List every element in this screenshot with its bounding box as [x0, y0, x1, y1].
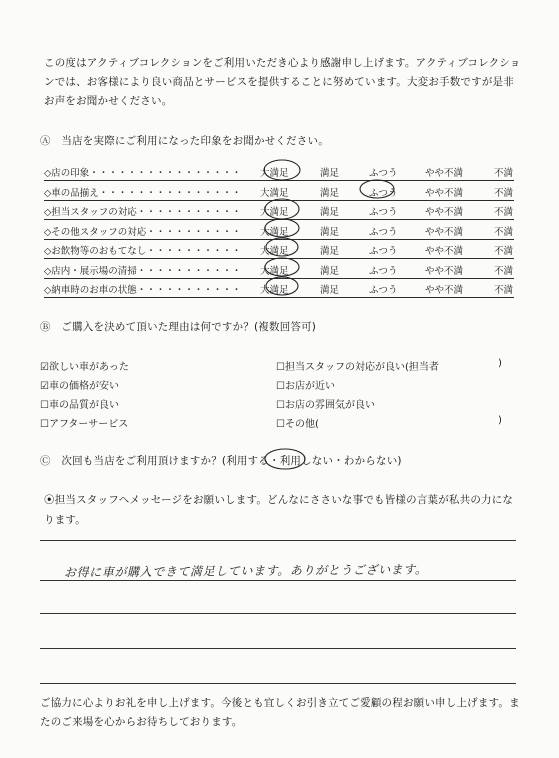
- rating-row: [44, 184, 514, 201]
- rating-option[interactable]: やや不満: [425, 168, 464, 179]
- reason-near[interactable]: ☐お店が近い: [276, 381, 335, 392]
- rating-option[interactable]: ふつう: [369, 168, 398, 179]
- message-line: [40, 683, 516, 684]
- rating-option[interactable]: 大満足: [260, 265, 289, 277]
- rating-option[interactable]: 大満足: [260, 207, 289, 218]
- intro-paragraph: この度はアクティブコレクションをご利用いただき心より感謝申し上げます。アクティブコレクションでは、お客様により良い商品とサービスを提供することに努めています。大変お手数ですが是非お声をお聞かせください。: [44, 57, 521, 107]
- rating-option[interactable]: 不満: [494, 285, 514, 296]
- reason-low-price[interactable]: ☑車の価格が安い: [40, 381, 119, 392]
- reason-staff-close: ): [498, 358, 502, 369]
- rating-option[interactable]: 満足: [320, 285, 340, 296]
- rating-option[interactable]: 大満足: [260, 187, 289, 199]
- section-a-heading: Ⓐ 当店を実際にご利用になった印象をお聞かせください。: [40, 135, 329, 147]
- rating-option[interactable]: 大満足: [260, 285, 289, 296]
- rating-option[interactable]: 大満足: [260, 226, 289, 238]
- reason-want-car[interactable]: ☑欲しい車があった: [40, 362, 129, 373]
- rating-row: [44, 242, 514, 259]
- handwritten-message: お得に車が購入できて満足しています。ありがとうございます。: [63, 562, 428, 580]
- reason-atmosphere[interactable]: ☐お店の雰囲気が良い: [276, 400, 375, 411]
- rating-option[interactable]: 満足: [320, 226, 340, 238]
- message-line: [40, 540, 516, 541]
- rating-row-label: ◇車の品揃え・・・・・・・・・・・・・・・: [44, 187, 242, 199]
- rating-row: [44, 223, 514, 240]
- rating-option[interactable]: 満足: [320, 265, 340, 277]
- rating-row-label: ◇納車時のお車の状態・・・・・・・・・・・: [44, 285, 242, 296]
- rating-option[interactable]: 不満: [494, 265, 514, 277]
- rating-option[interactable]: 満足: [320, 246, 340, 257]
- section-d-prompt: ⦿担当スタッフへメッセージをお願いします。どんなにささいな事でも皆様の言葉が私共の力になります。: [44, 494, 514, 526]
- rating-option[interactable]: 不満: [494, 207, 514, 218]
- rating-option[interactable]: 大満足: [260, 168, 289, 179]
- rating-option[interactable]: ふつう: [369, 285, 398, 296]
- rating-row-label: ◇担当スタッフの対応・・・・・・・・・・・: [44, 207, 242, 218]
- rating-option[interactable]: 満足: [320, 168, 340, 179]
- rating-option[interactable]: やや不満: [425, 187, 464, 199]
- rating-row: [44, 262, 514, 279]
- rating-option[interactable]: ふつう: [369, 265, 398, 277]
- rating-option[interactable]: やや不満: [425, 246, 464, 257]
- rating-row-label: ◇店内・展示場の清掃・・・・・・・・・・・: [44, 265, 242, 277]
- section-c-question: Ⓒ 次回も当店をご利用頂けますか？(利用する・利用しない・わからない): [40, 455, 402, 467]
- rating-row: [44, 281, 514, 298]
- rating-row: [44, 203, 514, 220]
- rating-option[interactable]: 不満: [494, 226, 514, 238]
- rating-option[interactable]: 不満: [494, 246, 514, 257]
- reason-other-close: ): [498, 415, 502, 426]
- rating-option[interactable]: 大満足: [260, 246, 289, 257]
- message-line: [40, 580, 516, 581]
- rating-row-label: ◇お飲物等のおもてなし・・・・・・・・・・: [44, 246, 242, 257]
- rating-option[interactable]: やや不満: [425, 226, 464, 238]
- reason-good-quality[interactable]: ☐車の品質が良い: [40, 400, 119, 411]
- reason-other[interactable]: ☐その他(: [276, 419, 319, 430]
- rating-row-label: ◇その他スタッフの対応・・・・・・・・・・: [44, 226, 242, 238]
- closing-text: ご協力に心よりお礼を申し上げます。今後とも宜しくお引き立てご愛顧の程お願い申し上げます。またのご来場を心からお待ちしております。: [40, 697, 520, 728]
- rating-option[interactable]: ふつう: [369, 187, 398, 199]
- message-line: [40, 613, 516, 614]
- rating-option[interactable]: やや不満: [425, 285, 464, 296]
- reason-after-service[interactable]: ☐アフターサービス: [40, 419, 129, 430]
- rating-option[interactable]: 満足: [320, 187, 340, 199]
- rating-option[interactable]: 不満: [494, 168, 514, 179]
- reason-staff[interactable]: ☐担当スタッフの対応が良い(担当者: [276, 362, 439, 373]
- rating-option[interactable]: ふつう: [369, 207, 398, 218]
- rating-row: [44, 164, 514, 181]
- rating-option[interactable]: ふつう: [369, 226, 398, 238]
- rating-option[interactable]: やや不満: [425, 207, 464, 218]
- rating-option[interactable]: 不満: [494, 187, 514, 199]
- rating-row-label: ◇店の印象・・・・・・・・・・・・・・・・: [44, 168, 242, 179]
- message-line: [40, 648, 516, 649]
- rating-option[interactable]: 満足: [320, 207, 340, 218]
- rating-option[interactable]: ふつう: [369, 246, 398, 257]
- rating-option[interactable]: やや不満: [425, 265, 464, 277]
- section-b-heading: Ⓑ ご購入を決めて頂いた理由は何ですか？(複数回答可): [40, 321, 317, 333]
